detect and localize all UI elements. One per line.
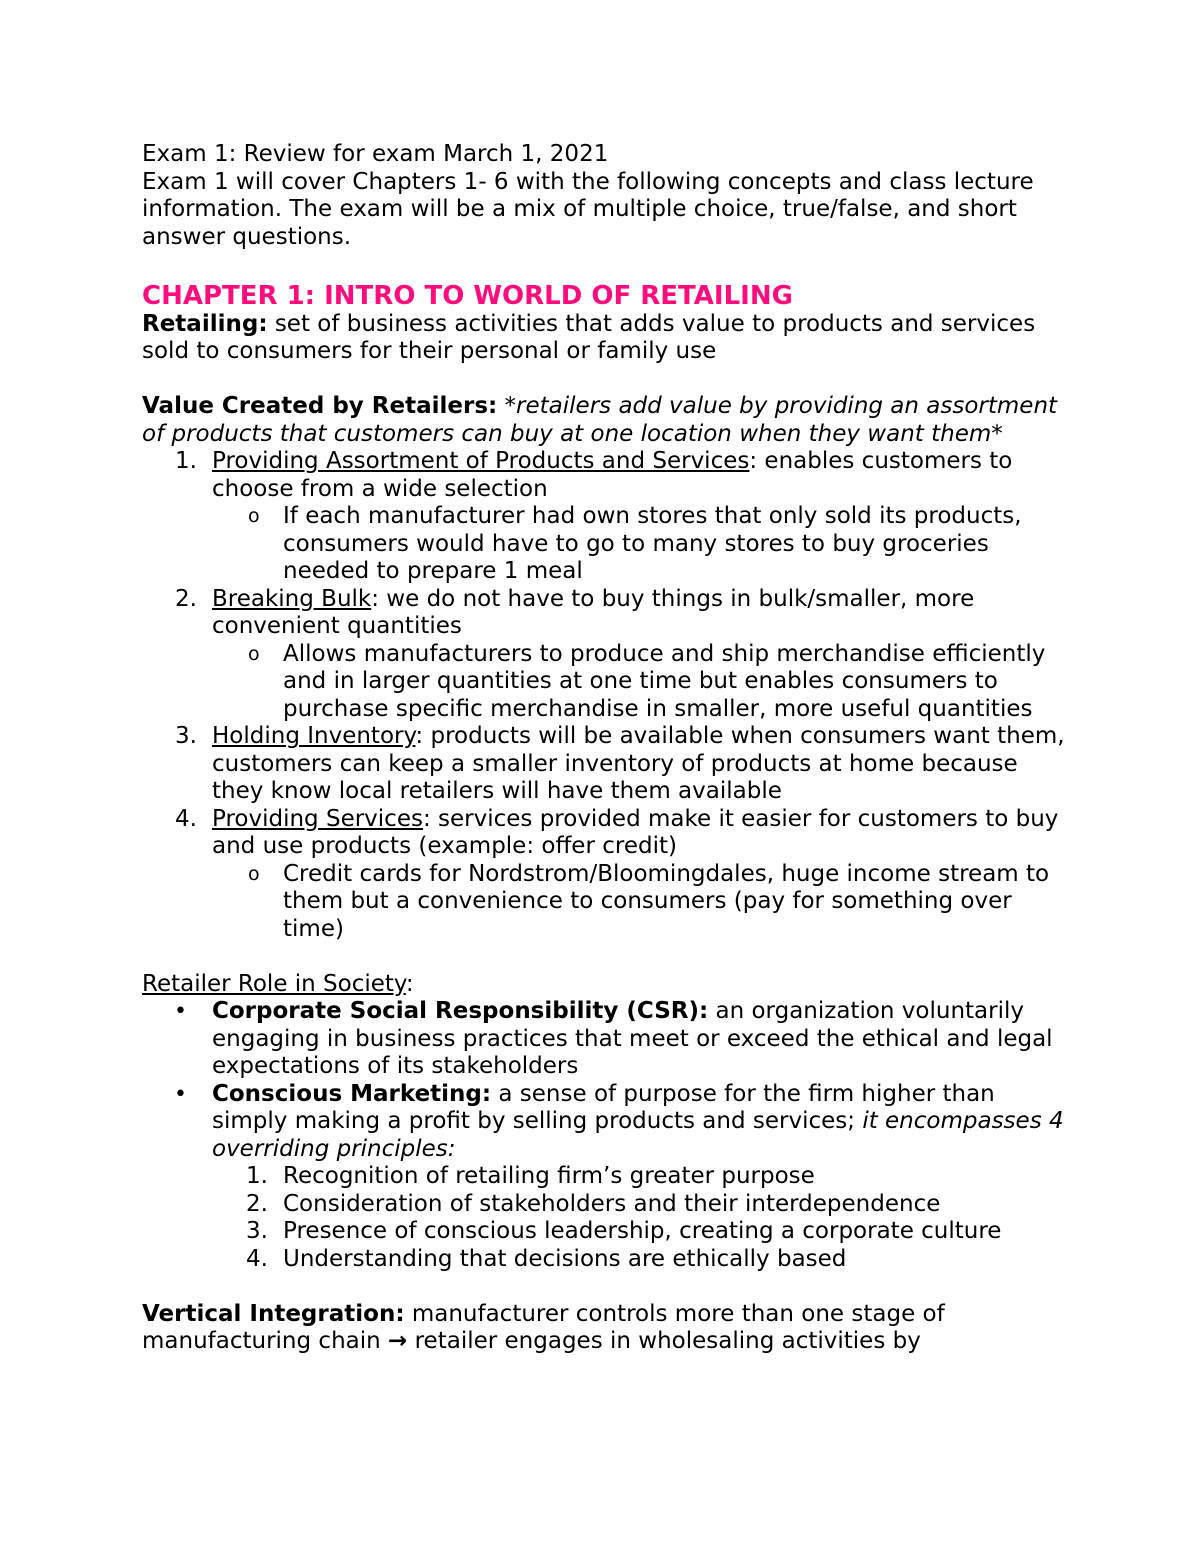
retailing-definition [142,311,1072,366]
value-created-heading [142,393,1072,448]
list-number: 1. [175,448,197,474]
vertical-integration [142,1301,1072,1356]
bullet-item-csr [142,998,1072,1081]
spacer [142,943,1072,971]
sub-list-item [142,641,1072,724]
spacer [142,1273,1072,1301]
list-number: 1. [246,1163,268,1189]
document-page [142,141,1072,1356]
vertical-text-continued: retailer engages in wholesaling activities by [407,1328,921,1354]
spacer [142,251,1072,279]
retailing-text: set of business activities that adds value to products and services sold to consumers for their personal or family use [142,310,1036,364]
principle-text: Understanding that decisions are ethically based [283,1245,847,1272]
principle-item [142,1191,1072,1219]
value-note: *retailers add value by providing an assortment of products that customers can buy at one location when they want them* [142,393,1058,447]
list-item [142,448,1072,503]
sub-item-text: If each manufacturer had own stores that only sold its products, consumers would have to go to many stores to buy groceries needed to prepare 1 meal [283,503,1022,584]
item-term: Breaking Bulk [212,585,372,612]
society-heading-colon: : [405,970,414,997]
item-text: : we do not have to buy things in bulk/smaller, more convenient quantities [212,585,975,639]
item-text: : services provided make it easier for customers to buy and use products (example: offer credit) [212,805,1059,859]
exam-title: Exam 1: Review for exam March 1, 2021 [142,141,609,167]
principle-item [142,1163,1072,1191]
list-number: 4. [175,805,197,832]
principle-text: Recognition of retailing firm’s greater purpose [283,1163,815,1189]
item-term: Providing Services [212,805,423,832]
circle-bullet-icon: o [248,642,260,665]
exam-description: Exam 1 will cover Chapters 1- 6 with the following concepts and class lecture information. The exam will be a mix of multiple choice, true/false, and short answer questions. [142,168,1034,250]
circle-bullet-icon: o [248,505,260,527]
retailing-term: Retailing: [142,310,268,337]
chapter-heading: CHAPTER 1: INTRO TO WORLD OF RETAILING [142,280,793,311]
item-text: : enables customers to choose from a wide selection [212,448,1013,502]
item-text: : products will be available when consumers want them, customers can keep a smaller inventory of products at home because they know local retailers will have them available [212,723,1065,804]
list-number: 2. [175,585,197,612]
arrow-right-icon: → [388,1328,408,1354]
list-number: 3. [175,723,197,749]
conscious-italic: it encompasses 4 overriding principles: [212,1108,1064,1162]
list-number: 2. [246,1190,268,1217]
principle-text: Presence of conscious leadership, creating a corporate culture [283,1218,1002,1244]
list-item [142,586,1072,641]
society-heading-text: Retailer Role in Society [142,970,406,997]
spacer [142,366,1072,394]
vertical-text: manufacturer controls more than one stage of manufacturing chain [142,1300,945,1354]
list-number: 4. [246,1245,268,1272]
bullet-icon: • [174,999,187,1024]
item-term: Holding Inventory [212,723,416,749]
list-item [142,723,1072,806]
society-heading [142,971,1072,999]
bullet-icon: • [174,1081,187,1107]
principle-text: Consideration of stakeholders and their interdependence [283,1190,941,1217]
value-term: Value Created by Retailers: [142,393,498,419]
sub-list-item [142,861,1072,944]
list-item [142,806,1072,861]
conscious-term: Conscious Marketing: [212,1080,492,1107]
circle-bullet-icon: o [248,862,260,885]
item-term: Providing Assortment of Products and Services [212,448,750,474]
csr-text: an organization voluntarily engaging in business practices that meet or exceed the ethical and legal expectations of its stakeholders [212,998,1053,1079]
list-number: 3. [246,1218,268,1244]
conscious-text: a sense of purpose for the firm higher than simply making a profit by selling products and services; [212,1080,995,1134]
principle-item [142,1246,1072,1274]
sub-item-text: Credit cards for Nordstrom/Bloomingdales, huge income stream to them but a convenience to consumers (pay for something over time) [283,860,1050,942]
sub-item-text: Allows manufacturers to produce and ship merchandise efficiently and in larger quantities at one time but enables consumers to purchase specific merchandise in smaller, more useful quantities [283,640,1046,722]
sub-list-item [142,503,1072,586]
vertical-term: Vertical Integration: [142,1300,405,1327]
bullet-item-conscious-marketing [142,1081,1072,1164]
principle-item [142,1218,1072,1246]
csr-term: Corporate Social Responsibility (CSR): [212,998,709,1024]
